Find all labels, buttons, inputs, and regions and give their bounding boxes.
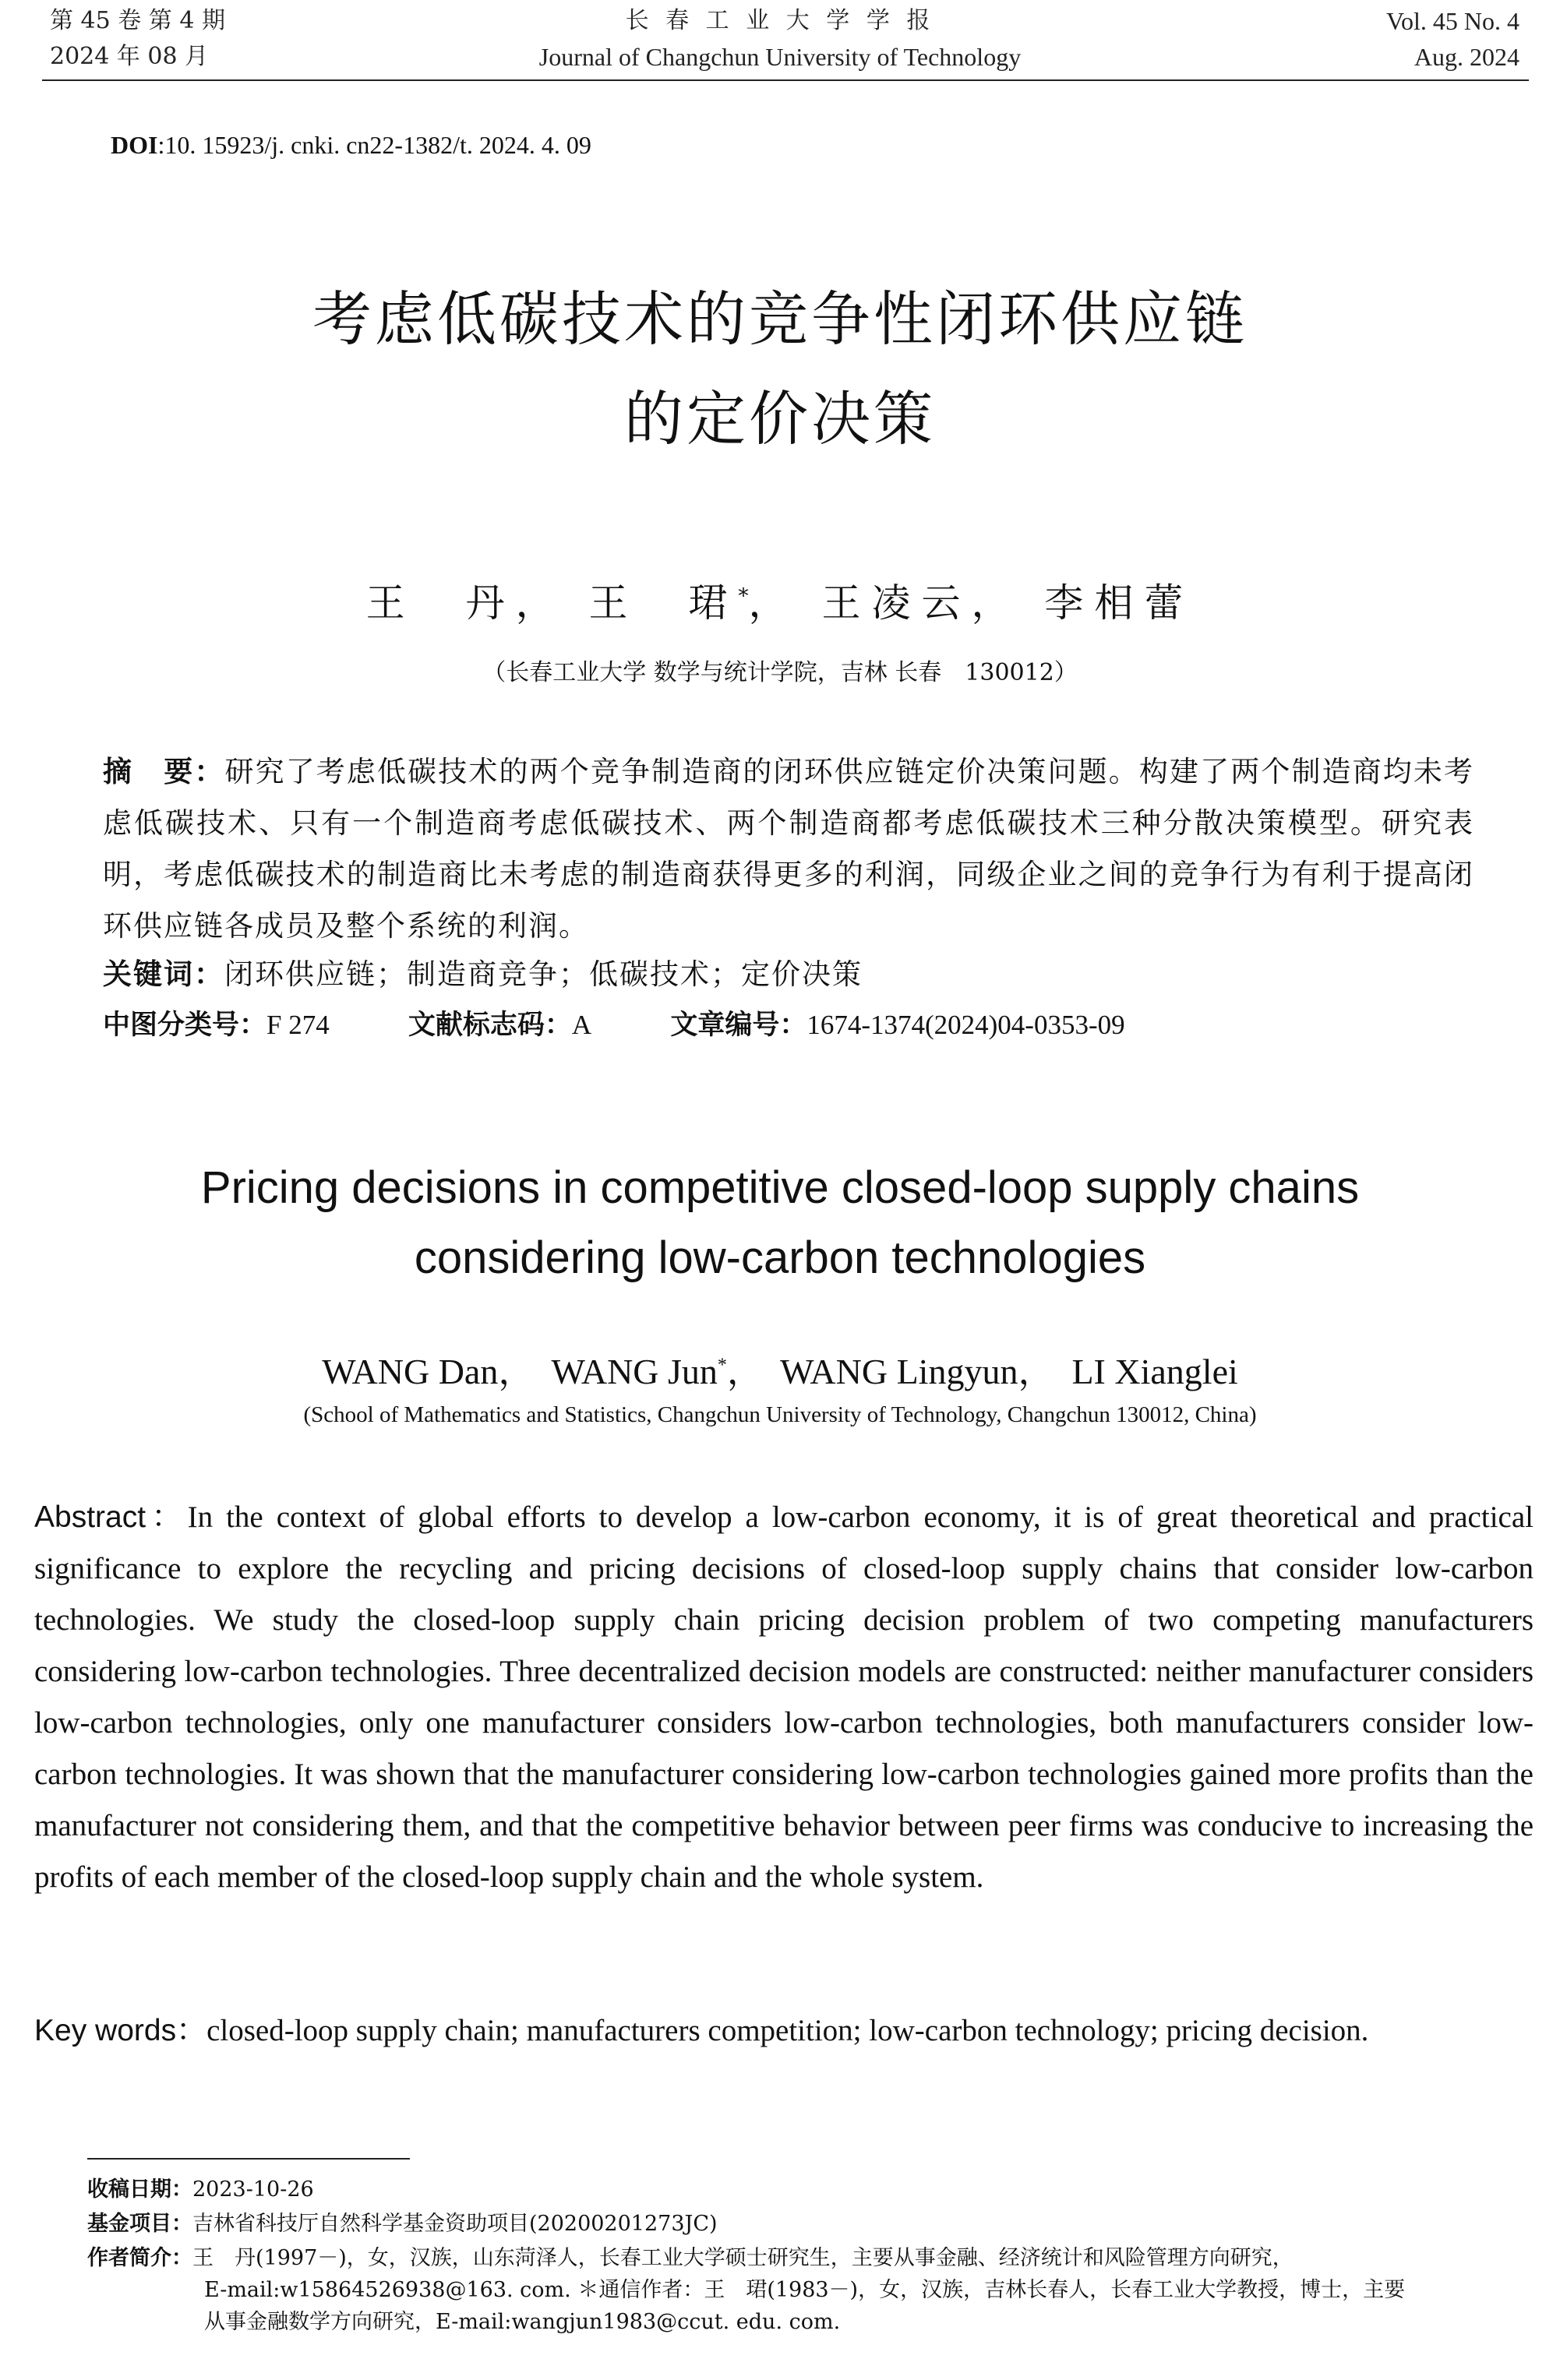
author-en-1: WANG Dan，	[322, 1352, 535, 1391]
footnote-fund	[87, 2208, 1535, 2240]
article-no-label: 文章编号：	[670, 1010, 807, 1041]
keywords-cn-label: 关键词：	[103, 957, 224, 991]
author-en-3: WANG Lingyun，	[780, 1352, 1054, 1391]
author-en-2: WANG Jun	[551, 1352, 718, 1391]
fund-label: 基金项目：	[87, 2212, 192, 2236]
clc-value: F 274	[266, 1010, 330, 1040]
abstract-en-text: In the context of global efforts to develop a low-carbon economy, it is of great theoretical and practical significance to explore the recycling and pricing decisions of closed-loop supply chains that consider low-carbon technologies. We study the closed-loop supply chain pricing decision problem of two competing manufacturers considering low-carbon technologies. Three decentralized decision models are constructed: neither manufacturer considers low-carbon technologies, only one manufacturer considers low-carbon technologies, both manufacturers consider low-carbon technologies. It was shown that the manufacturer considering low-carbon technologies gained more profits than the manufacturer not considering them, and that the competitive behavior between peer firms was conducive to increasing the profits of each member of the closed-loop supply chain and the whole system.	[34, 1500, 1534, 1894]
page-title-en	[0, 1153, 1560, 1293]
affiliation-cn: （长春工业大学 数学与统计学院，吉林 长春 130012）	[482, 659, 1078, 686]
author-bio-line1: 王 丹(1997－)，女，汉族，山东菏泽人，长春工业大学硕士研究生，主要从事金融、经济统计和风险管理方向研究，	[192, 2246, 1294, 2270]
author-bio-label: 作者简介：	[87, 2246, 192, 2270]
title-cn-line2: 的定价决策	[624, 384, 936, 453]
author-cn-3: 王凌云，	[821, 580, 1022, 626]
keywords-en-text: closed-loop supply chain; manufacturers competition; low-carbon technology; pricing decision.	[206, 2014, 1369, 2047]
article-no-value: 1674-1374(2024)04-0353-09	[806, 1010, 1125, 1040]
author-en-4: LI Xianglei	[1071, 1352, 1238, 1391]
abstract-cn-label: 摘 要：	[103, 755, 225, 788]
author-cn-2: 王 珺	[588, 580, 739, 626]
journal-name-cn: 长 春 工 业 大 学 学 报	[625, 7, 935, 34]
footnote-author	[87, 2242, 1535, 2338]
page-title-cn	[0, 270, 1560, 469]
authors-en	[0, 1343, 1560, 1395]
fund-value: 吉林省科技厅自然科学基金资助项目(20200201273JC)	[192, 2212, 718, 2236]
title-cn-line1: 考虑低碳技术的竞争性闭环供应链	[312, 284, 1248, 354]
keywords-en	[34, 2005, 1534, 2057]
issue-date-en: Aug. 2024	[1414, 43, 1519, 71]
issue-info-en	[1386, 3, 1519, 75]
corresponding-mark-en: *	[717, 1355, 727, 1376]
abstract-en-label: Abstract：	[34, 1500, 188, 1534]
doi-label: DOI	[111, 131, 158, 159]
abstract-en	[34, 1492, 1534, 1903]
header-rule	[42, 79, 1529, 81]
keywords-cn-text: 闭环供应链；制造商竞争；低碳技术；定价决策	[224, 957, 863, 991]
issue-date-cn: 2024 年 08 月	[50, 43, 209, 70]
volume-issue: 第 45 卷 第 4 期	[50, 7, 225, 34]
doc-code-value: A	[571, 1010, 592, 1040]
author-cn-1: 王 丹，	[365, 580, 566, 626]
author-bio-line2: E-mail:w15864526938@163. com. ＊通信作者：王 珺(1983－)，女，汉族，吉林长春人，长春工业大学教授，博士，主要	[204, 2278, 1406, 2302]
keywords-cn	[103, 950, 863, 993]
author-bio-line3: 从事金融数学方向研究，E-mail:wangjun1983@ccut. edu. com.	[204, 2310, 841, 2334]
doc-code-label: 文献标志码：	[408, 1010, 572, 1041]
classification-row	[103, 1003, 1195, 1042]
doi-line: DOI:10. 15923/j. cnki. cn22-1382/t. 2024. 4. 09	[111, 131, 591, 159]
title-en-line1: Pricing decisions in competitive closed-loop supply chains	[200, 1162, 1360, 1213]
abstract-cn-text: 研究了考虑低碳技术的两个竞争制造商的闭环供应链定价决策问题。构建了两个制造商均未考虑低碳技术、只有一个制造商考虑低碳技术、两个制造商都考虑低碳技术三种分散决策模型。研究表明，考虑低碳技术的制造商比未考虑的制造商获得更多的利润，同级企业之间的竞争行为有利于提高闭环供应链各成员及整个系统的利润。	[103, 755, 1475, 943]
corresponding-mark-cn: *	[738, 584, 749, 608]
authors-cn	[0, 572, 1560, 628]
keywords-en-label: Key words：	[34, 2014, 207, 2047]
author-cn-4: 李相蕾	[1044, 580, 1195, 626]
journal-name-en: Journal of Changchun University of Technology	[538, 43, 1022, 71]
volume-issue-en: Vol. 45 No. 4	[1386, 7, 1519, 35]
footnote-received	[87, 2174, 1535, 2205]
author-en-2-sep: ，	[726, 1352, 763, 1391]
clc-label: 中图分类号：	[103, 1010, 267, 1041]
abstract-cn	[103, 746, 1474, 952]
affiliation-en: (School of Mathematics and Statistics, Changchun University of Technology, Changchun 130012, China)	[303, 1402, 1257, 1427]
author-cn-2-sep: ，	[748, 580, 799, 626]
received-label: 收稿日期：	[87, 2177, 192, 2202]
title-en-line2: considering low-carbon technologies	[414, 1232, 1146, 1283]
received-date: 2023-10-26	[192, 2177, 314, 2202]
journal-name	[0, 3, 1560, 75]
footnote-rule	[87, 2158, 410, 2160]
doi-value: 10. 15923/j. cnki. cn22-1382/t. 2024. 4. 09	[164, 131, 591, 159]
